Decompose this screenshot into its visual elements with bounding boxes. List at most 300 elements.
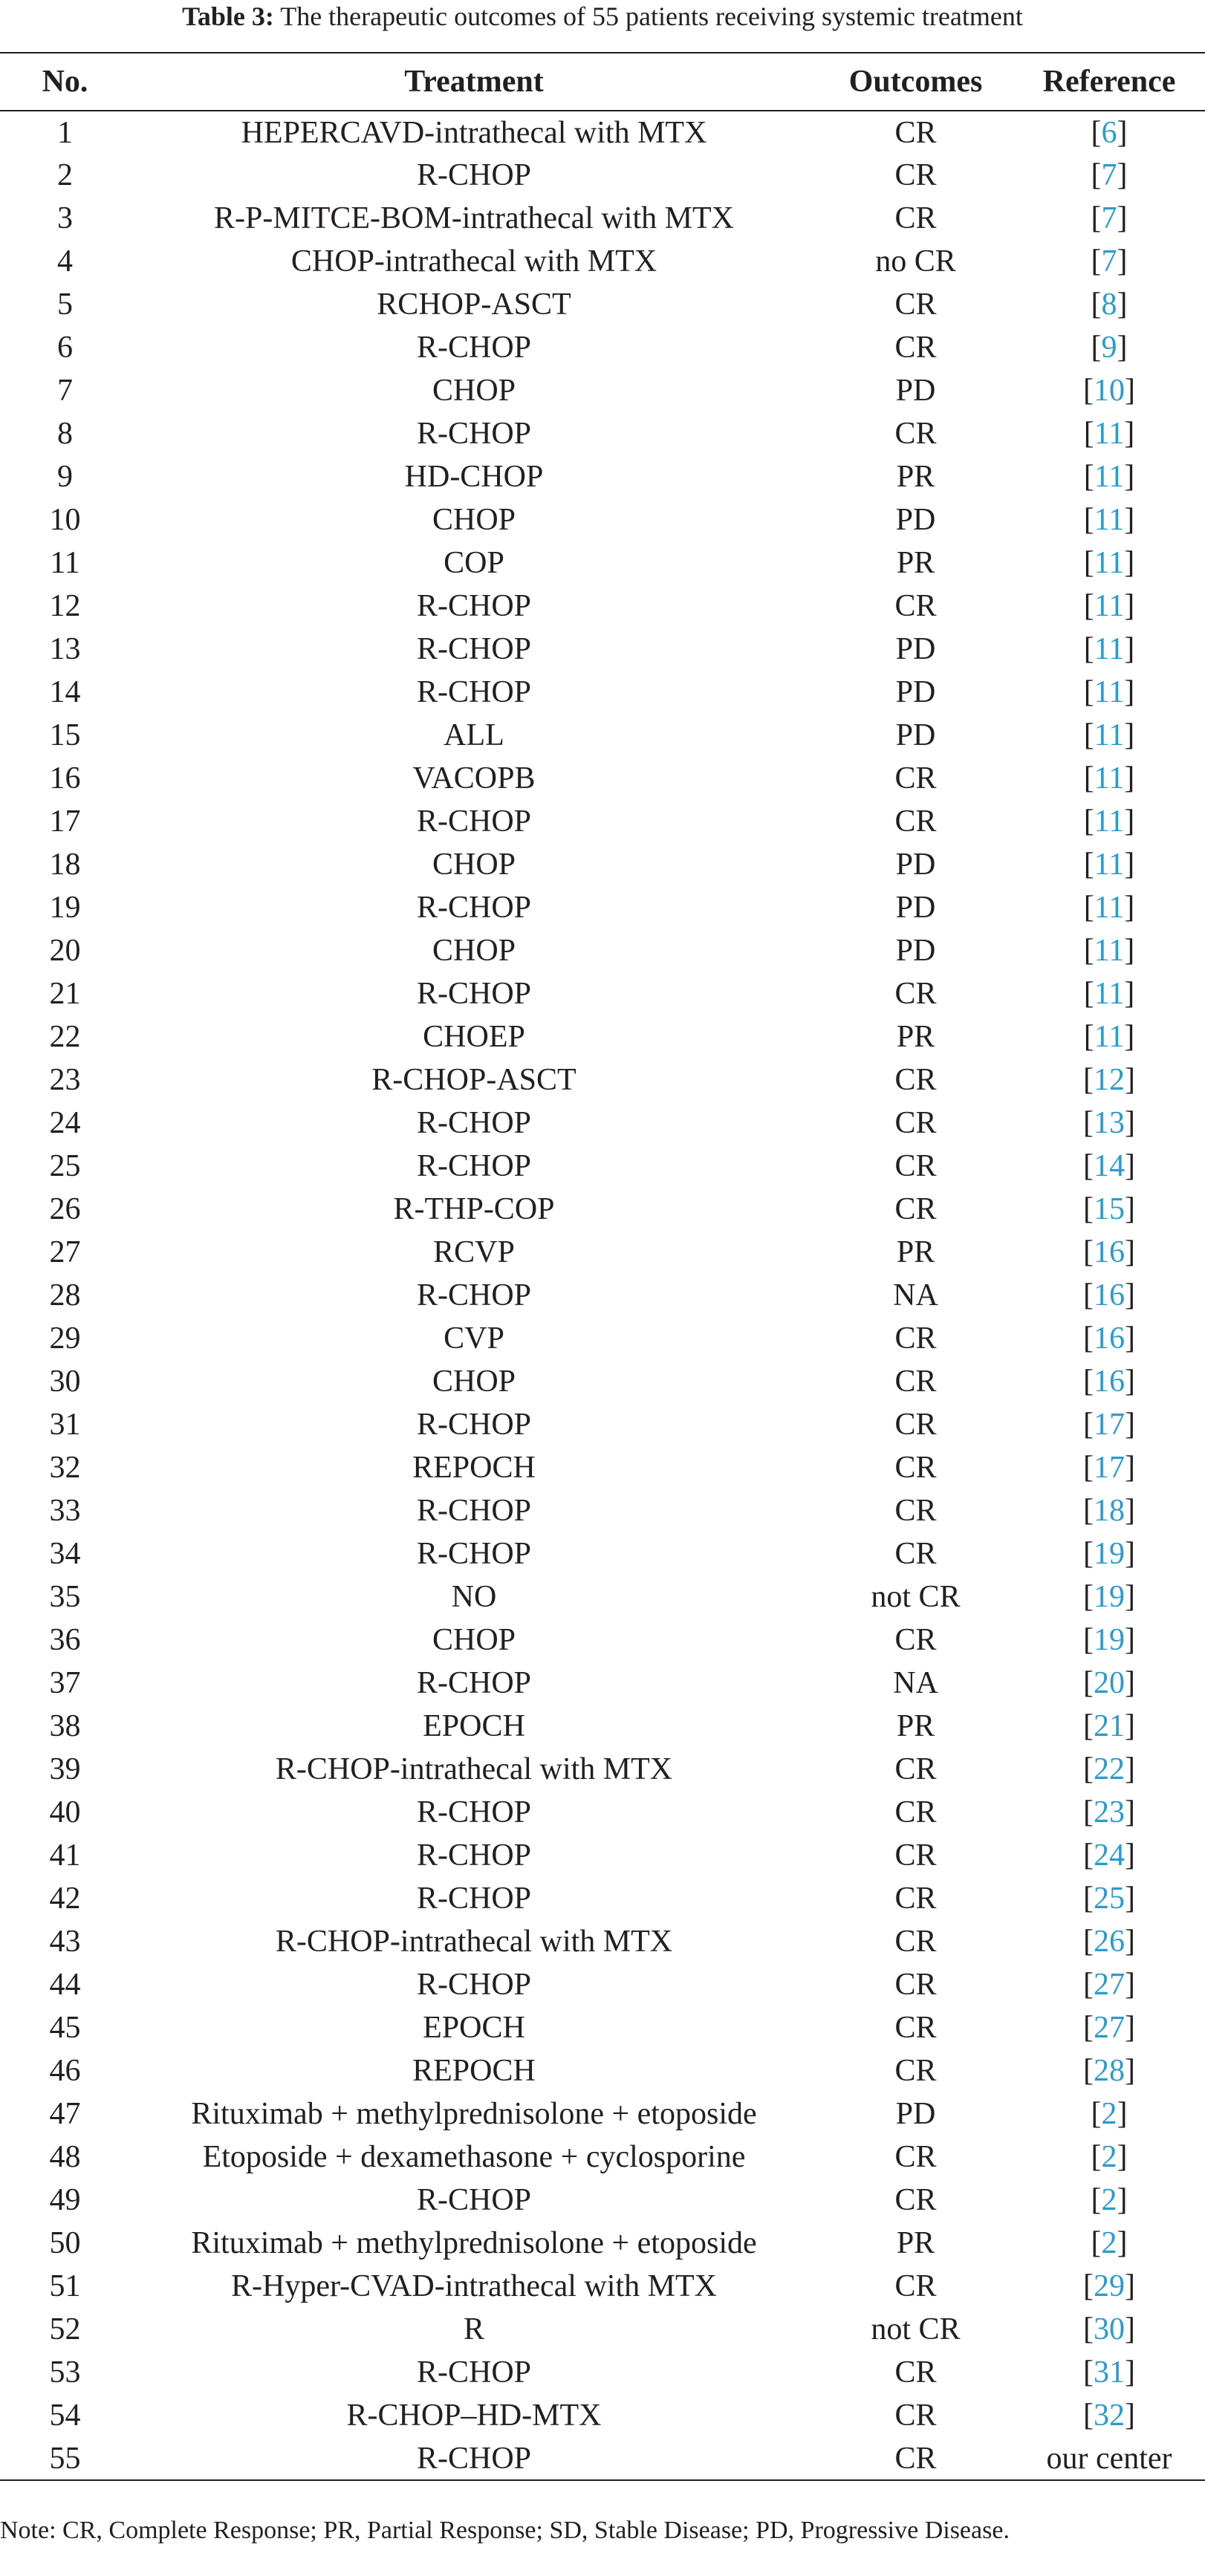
cell-reference bbox=[1013, 1360, 1205, 1403]
cell-outcome: NA bbox=[893, 1666, 938, 1700]
cell-reference bbox=[1013, 2006, 1205, 2049]
cell-reference bbox=[1013, 154, 1205, 197]
cell-no: 51 bbox=[49, 2269, 81, 2303]
reference-link[interactable]: 10 bbox=[1094, 374, 1125, 408]
reference-link[interactable]: 16 bbox=[1094, 1278, 1125, 1313]
reference-link[interactable]: 11 bbox=[1094, 761, 1125, 796]
cell-no: 18 bbox=[49, 848, 81, 882]
cell-treatment: R-CHOP bbox=[416, 331, 532, 365]
table-body bbox=[0, 111, 1205, 2480]
cell-outcome: CR bbox=[894, 1451, 937, 1485]
bracket-open: [ bbox=[1083, 632, 1094, 666]
bracket-open: [ bbox=[1083, 1623, 1094, 1657]
bracket-close: ] bbox=[1117, 287, 1128, 322]
cell-no: 37 bbox=[49, 1666, 81, 1700]
reference-link[interactable]: 32 bbox=[1094, 2398, 1125, 2433]
reference-link[interactable]: 11 bbox=[1094, 417, 1125, 451]
cell-outcome: CR bbox=[894, 158, 937, 192]
cell-treatment: REPOCH bbox=[412, 2054, 536, 2088]
reference-link[interactable]: 31 bbox=[1094, 2355, 1125, 2390]
cell-no: 43 bbox=[49, 1925, 81, 1959]
bracket-open: [ bbox=[1083, 1752, 1094, 1786]
cell-no: 42 bbox=[49, 1881, 81, 1916]
cell-treatment: R-CHOP bbox=[416, 891, 532, 925]
table-row bbox=[0, 1532, 1205, 1575]
reference-link[interactable]: 11 bbox=[1094, 675, 1125, 709]
table-row bbox=[0, 111, 1205, 154]
reference-link[interactable]: 11 bbox=[1094, 546, 1125, 580]
reference-link[interactable]: 2 bbox=[1101, 2140, 1117, 2174]
cell-outcome: CR bbox=[894, 1408, 937, 1442]
bracket-close: ] bbox=[1124, 417, 1135, 451]
cell-outcome: CR bbox=[894, 1537, 937, 1571]
cell-outcome: CR bbox=[894, 1063, 937, 1097]
bracket-close: ] bbox=[1124, 977, 1135, 1011]
reference-link[interactable]: 9 bbox=[1101, 331, 1117, 365]
cell-reference bbox=[1013, 714, 1205, 757]
table-row bbox=[0, 1877, 1205, 1920]
bracket-close: ] bbox=[1125, 1408, 1135, 1442]
cell-treatment: R-CHOP bbox=[416, 589, 532, 623]
reference-link[interactable]: 19 bbox=[1094, 1580, 1125, 1614]
cell-treatment: R-CHOP bbox=[416, 1494, 532, 1528]
table-row bbox=[0, 412, 1205, 455]
cell-no: 1 bbox=[57, 115, 73, 150]
bracket-close: ] bbox=[1124, 632, 1135, 666]
cell-treatment: NO bbox=[451, 1580, 497, 1614]
cell-outcome: PR bbox=[896, 546, 935, 580]
reference-link[interactable]: 27 bbox=[1094, 2011, 1125, 2045]
table-row bbox=[0, 628, 1205, 671]
reference-link[interactable]: 21 bbox=[1094, 1709, 1125, 1743]
cell-outcome: PR bbox=[896, 1709, 935, 1743]
bracket-open: [ bbox=[1083, 761, 1094, 796]
cell-reference bbox=[1013, 1662, 1205, 1705]
cell-reference bbox=[1013, 412, 1205, 455]
reference-link[interactable]: 7 bbox=[1101, 201, 1117, 235]
table-row bbox=[0, 1619, 1205, 1662]
cell-no: 11 bbox=[50, 546, 80, 580]
reference-link[interactable]: 14 bbox=[1094, 1149, 1125, 1183]
cell-reference bbox=[1013, 2049, 1205, 2092]
cell-reference bbox=[1013, 1748, 1205, 1791]
cell-reference bbox=[1013, 1015, 1205, 1058]
cell-reference bbox=[1013, 1575, 1205, 1619]
header-treatment: Treatment bbox=[404, 65, 544, 99]
cell-reference bbox=[1013, 671, 1205, 714]
cell-outcome: CR bbox=[894, 331, 937, 365]
cell-reference bbox=[1013, 2394, 1205, 2437]
bracket-close: ] bbox=[1125, 1795, 1135, 1829]
cell-reference bbox=[1013, 240, 1205, 283]
cell-outcome: CR bbox=[894, 2140, 937, 2174]
table-row bbox=[0, 886, 1205, 929]
bracket-open: [ bbox=[1091, 331, 1102, 365]
cell-no: 38 bbox=[49, 1709, 81, 1743]
reference-link[interactable]: 15 bbox=[1094, 1192, 1125, 1226]
cell-no: 24 bbox=[49, 1106, 81, 1140]
table-row bbox=[0, 2308, 1205, 2351]
cell-no: 44 bbox=[49, 1968, 81, 2002]
table-caption bbox=[0, 0, 1205, 33]
cell-reference bbox=[1013, 197, 1205, 240]
cell-no: 52 bbox=[49, 2312, 81, 2346]
reference-link[interactable]: 20 bbox=[1094, 1666, 1125, 1700]
bracket-open: [ bbox=[1083, 1106, 1094, 1140]
bracket-close: ] bbox=[1124, 934, 1135, 968]
cell-no: 32 bbox=[49, 1451, 81, 1485]
table-header-row bbox=[0, 53, 1205, 111]
bracket-open: [ bbox=[1091, 115, 1102, 150]
reference-link[interactable]: 11 bbox=[1094, 891, 1125, 925]
cell-treatment: CHOP-intrathecal with MTX bbox=[290, 244, 657, 279]
bracket-close: ] bbox=[1125, 1925, 1135, 1959]
outcomes-table bbox=[0, 52, 1205, 2481]
cell-treatment: R-CHOP-intrathecal with MTX bbox=[275, 1925, 673, 1959]
table-row bbox=[0, 1360, 1205, 1403]
cell-reference bbox=[1013, 498, 1205, 541]
reference-link[interactable]: 27 bbox=[1094, 1968, 1125, 2002]
table-row bbox=[0, 2351, 1205, 2394]
cell-outcome: PD bbox=[895, 934, 936, 968]
cell-outcome: CR bbox=[894, 1968, 937, 2002]
cell-outcome: CR bbox=[894, 201, 937, 235]
cell-outcome: PD bbox=[895, 374, 936, 408]
cell-reference bbox=[1013, 1489, 1205, 1532]
bracket-close: ] bbox=[1124, 460, 1135, 494]
reference-link[interactable]: 11 bbox=[1094, 460, 1125, 494]
cell-reference bbox=[1013, 2265, 1205, 2308]
table-row bbox=[0, 800, 1205, 843]
cell-no: 21 bbox=[49, 977, 81, 1011]
bracket-close: ] bbox=[1117, 158, 1128, 192]
table-row bbox=[0, 1231, 1205, 1274]
cell-treatment: R-P-MITCE-BOM-intrathecal with MTX bbox=[214, 201, 734, 235]
bracket-open: [ bbox=[1083, 1408, 1094, 1442]
cell-reference bbox=[1013, 929, 1205, 972]
reference-link[interactable]: 23 bbox=[1094, 1795, 1125, 1829]
cell-treatment: VACOPB bbox=[412, 761, 536, 796]
header-reference: Reference bbox=[1042, 65, 1176, 99]
table-row bbox=[0, 843, 1205, 886]
reference-link[interactable]: 17 bbox=[1094, 1451, 1125, 1485]
reference-link[interactable]: 19 bbox=[1094, 1623, 1125, 1657]
cell-treatment: R-CHOP bbox=[416, 632, 532, 666]
table-row bbox=[0, 1662, 1205, 1705]
reference-link[interactable]: 11 bbox=[1094, 804, 1125, 839]
bracket-close: ] bbox=[1117, 2097, 1128, 2131]
cell-treatment: R-CHOP bbox=[416, 1968, 532, 2002]
table-row bbox=[0, 369, 1205, 412]
bracket-open: [ bbox=[1083, 1149, 1094, 1183]
cell-treatment: R-CHOP bbox=[416, 1881, 532, 1916]
cell-outcome: CR bbox=[894, 2441, 937, 2476]
bracket-open: [ bbox=[1083, 1580, 1094, 1614]
reference-link[interactable]: 8 bbox=[1101, 287, 1117, 322]
cell-reference bbox=[1013, 326, 1205, 369]
bracket-close: ] bbox=[1125, 2269, 1135, 2303]
cell-treatment: Rituximab + methylprednisolone + etoposide bbox=[191, 2097, 757, 2131]
bracket-close: ] bbox=[1125, 2355, 1135, 2390]
bracket-close: ] bbox=[1117, 244, 1128, 279]
reference-link[interactable]: 11 bbox=[1094, 632, 1125, 666]
cell-no: 2 bbox=[57, 158, 73, 192]
cell-reference bbox=[1013, 2222, 1205, 2265]
cell-reference bbox=[1013, 800, 1205, 843]
reference-link[interactable]: 16 bbox=[1094, 1321, 1125, 1356]
table-row bbox=[0, 2092, 1205, 2136]
table-row bbox=[0, 1403, 1205, 1446]
cell-outcome: PR bbox=[896, 460, 935, 494]
bracket-open: [ bbox=[1083, 2312, 1094, 2346]
cell-reference bbox=[1013, 2351, 1205, 2394]
reference-link[interactable]: 29 bbox=[1094, 2269, 1125, 2303]
table-row bbox=[0, 1748, 1205, 1791]
bracket-close: ] bbox=[1117, 115, 1128, 150]
reference-link[interactable]: 18 bbox=[1094, 1494, 1125, 1528]
cell-treatment: R-CHOP bbox=[416, 1537, 532, 1571]
table-row bbox=[0, 1575, 1205, 1619]
cell-no: 48 bbox=[49, 2140, 81, 2174]
bracket-close: ] bbox=[1125, 1321, 1135, 1356]
table-row bbox=[0, 1489, 1205, 1532]
cell-outcome: PD bbox=[895, 848, 936, 882]
cell-outcome: not CR bbox=[871, 1580, 961, 1614]
cell-no: 19 bbox=[49, 891, 81, 925]
cell-no: 39 bbox=[49, 1752, 81, 1786]
table-row bbox=[0, 714, 1205, 757]
bracket-close: ] bbox=[1125, 1623, 1135, 1657]
bracket-close: ] bbox=[1125, 1451, 1135, 1485]
cell-reference bbox=[1013, 972, 1205, 1015]
cell-reference bbox=[1013, 1317, 1205, 1360]
table-note: Note: CR, Complete Response; PR, Partial Response; SD, Stable Disease; PD, Progressive Disease. bbox=[0, 2517, 1010, 2544]
bracket-open: [ bbox=[1083, 374, 1094, 408]
cell-outcome: PD bbox=[895, 675, 936, 709]
reference-link[interactable]: 11 bbox=[1094, 718, 1125, 752]
reference-link[interactable]: 17 bbox=[1094, 1408, 1125, 1442]
cell-outcome: CR bbox=[894, 1365, 937, 1399]
cell-outcome: NA bbox=[893, 1278, 938, 1313]
cell-reference bbox=[1013, 1446, 1205, 1489]
cell-no: 33 bbox=[49, 1494, 81, 1528]
table-row bbox=[0, 455, 1205, 498]
bracket-open: [ bbox=[1083, 848, 1094, 882]
reference-link[interactable]: 2 bbox=[1101, 2183, 1117, 2217]
bracket-open: [ bbox=[1083, 718, 1094, 752]
bracket-open: [ bbox=[1083, 503, 1094, 537]
reference-link[interactable]: 11 bbox=[1094, 977, 1125, 1011]
bracket-open: [ bbox=[1083, 1451, 1094, 1485]
cell-treatment: REPOCH bbox=[412, 1451, 536, 1485]
cell-no: 53 bbox=[49, 2355, 81, 2390]
bracket-open: [ bbox=[1091, 201, 1102, 235]
reference-link[interactable]: 6 bbox=[1101, 115, 1117, 150]
cell-reference bbox=[1013, 2092, 1205, 2136]
cell-treatment: HEPERCAVD-intrathecal with MTX bbox=[241, 115, 707, 150]
cell-treatment: CHOEP bbox=[423, 1020, 525, 1054]
reference-link[interactable]: 24 bbox=[1094, 1838, 1125, 1873]
table-row bbox=[0, 2265, 1205, 2308]
bracket-close: ] bbox=[1125, 2312, 1135, 2346]
cell-treatment: EPOCH bbox=[423, 2011, 525, 2045]
cell-no: 15 bbox=[49, 718, 81, 752]
reference-link[interactable]: 25 bbox=[1094, 1881, 1125, 1916]
bracket-open: [ bbox=[1091, 2140, 1102, 2174]
cell-no: 12 bbox=[49, 589, 81, 623]
cell-reference bbox=[1013, 1920, 1205, 1963]
cell-treatment: CHOP bbox=[432, 1623, 516, 1657]
cell-outcome: CR bbox=[894, 2054, 937, 2088]
bracket-close: ] bbox=[1125, 1192, 1135, 1226]
reference-link[interactable]: 13 bbox=[1094, 1106, 1125, 1140]
cell-treatment: R-CHOP bbox=[416, 1106, 532, 1140]
bracket-close: ] bbox=[1125, 1968, 1135, 2002]
reference-link[interactable]: 7 bbox=[1101, 244, 1117, 279]
bracket-open: [ bbox=[1083, 2269, 1094, 2303]
table-caption-text: The therapeutic outcomes of 55 patients receiving systemic treatment bbox=[280, 1, 1023, 31]
bracket-close: ] bbox=[1125, 1278, 1135, 1313]
reference-link[interactable]: 12 bbox=[1094, 1063, 1125, 1097]
cell-no: 20 bbox=[49, 934, 81, 968]
cell-outcome: CR bbox=[894, 2355, 937, 2390]
cell-no: 47 bbox=[49, 2097, 81, 2131]
bracket-close: ] bbox=[1125, 1494, 1135, 1528]
cell-outcome: PR bbox=[896, 1235, 935, 1269]
bracket-close: ] bbox=[1117, 2183, 1128, 2217]
cell-reference bbox=[1013, 2136, 1205, 2179]
cell-outcome: no CR bbox=[875, 244, 956, 279]
cell-treatment: R-CHOP bbox=[416, 1838, 532, 1873]
cell-treatment: R-CHOP bbox=[416, 1408, 532, 1442]
reference-link[interactable]: 16 bbox=[1094, 1365, 1125, 1399]
bracket-close: ] bbox=[1124, 1020, 1135, 1054]
table-row bbox=[0, 1446, 1205, 1489]
cell-no: 3 bbox=[57, 201, 73, 235]
cell-outcome: CR bbox=[894, 115, 937, 150]
reference-link[interactable]: 7 bbox=[1101, 158, 1117, 192]
cell-no: 34 bbox=[49, 1537, 81, 1571]
table-row bbox=[0, 929, 1205, 972]
cell-no: 23 bbox=[49, 1063, 81, 1097]
cell-reference bbox=[1013, 843, 1205, 886]
cell-outcome: PR bbox=[896, 2226, 935, 2260]
table-caption-label: Table 3: bbox=[182, 1, 274, 31]
bracket-open: [ bbox=[1083, 977, 1094, 1011]
bracket-close: ] bbox=[1125, 1365, 1135, 1399]
cell-no: 9 bbox=[57, 460, 73, 494]
cell-no: 13 bbox=[49, 632, 81, 666]
cell-reference bbox=[1013, 2437, 1205, 2480]
table-row bbox=[0, 2437, 1205, 2480]
cell-treatment: R bbox=[463, 2312, 484, 2346]
cell-no: 17 bbox=[49, 804, 81, 839]
bracket-open: [ bbox=[1083, 804, 1094, 839]
bracket-open: [ bbox=[1083, 934, 1094, 968]
cell-outcome: CR bbox=[894, 761, 937, 796]
cell-treatment: R-CHOP bbox=[416, 417, 532, 451]
cell-no: 14 bbox=[49, 675, 81, 709]
reference-text: our center bbox=[1046, 2441, 1172, 2476]
cell-outcome: CR bbox=[894, 417, 937, 451]
cell-no: 40 bbox=[49, 1795, 81, 1829]
cell-treatment: R-CHOP bbox=[416, 2355, 532, 2390]
reference-link[interactable]: 11 bbox=[1094, 848, 1125, 882]
table-row bbox=[0, 1834, 1205, 1877]
bracket-close: ] bbox=[1125, 1709, 1135, 1743]
bracket-open: [ bbox=[1083, 1192, 1094, 1226]
cell-treatment: R-CHOP bbox=[416, 1666, 532, 1700]
cell-outcome: CR bbox=[894, 1925, 937, 1959]
reference-link[interactable]: 2 bbox=[1101, 2226, 1117, 2260]
bracket-open: [ bbox=[1083, 1321, 1094, 1356]
cell-reference bbox=[1013, 1791, 1205, 1834]
reference-link[interactable]: 30 bbox=[1094, 2312, 1125, 2346]
bracket-close: ] bbox=[1124, 546, 1135, 580]
reference-link[interactable]: 11 bbox=[1094, 934, 1125, 968]
cell-no: 54 bbox=[49, 2398, 81, 2433]
reference-link[interactable]: 22 bbox=[1094, 1752, 1125, 1786]
cell-reference bbox=[1013, 585, 1205, 628]
cell-reference bbox=[1013, 1877, 1205, 1920]
bracket-open: [ bbox=[1083, 2355, 1094, 2390]
cell-outcome: CR bbox=[894, 1838, 937, 1873]
bracket-open: [ bbox=[1083, 1709, 1094, 1743]
bracket-open: [ bbox=[1083, 1494, 1094, 1528]
reference-link[interactable]: 2 bbox=[1101, 2097, 1117, 2131]
bracket-open: [ bbox=[1083, 2398, 1094, 2433]
reference-link[interactable]: 19 bbox=[1094, 1537, 1125, 1571]
cell-outcome: CR bbox=[894, 804, 937, 839]
bracket-close: ] bbox=[1125, 1881, 1135, 1916]
bracket-close: ] bbox=[1125, 2054, 1135, 2088]
bracket-close: ] bbox=[1124, 589, 1135, 623]
cell-outcome: CR bbox=[894, 1192, 937, 1226]
table-row bbox=[0, 541, 1205, 585]
cell-no: 4 bbox=[57, 244, 73, 279]
cell-outcome: PR bbox=[896, 1020, 935, 1054]
cell-reference bbox=[1013, 541, 1205, 585]
reference-link[interactable]: 28 bbox=[1094, 2054, 1125, 2088]
cell-treatment: Etoposide + dexamethasone + cyclosporine bbox=[202, 2140, 746, 2174]
reference-link[interactable]: 16 bbox=[1094, 1235, 1125, 1269]
cell-treatment: R-CHOP bbox=[416, 2183, 532, 2217]
cell-outcome: PD bbox=[895, 632, 936, 666]
bracket-open: [ bbox=[1083, 1666, 1094, 1700]
cell-treatment: ALL bbox=[444, 718, 504, 752]
cell-no: 8 bbox=[57, 417, 73, 451]
cell-outcome: PD bbox=[895, 503, 936, 537]
bracket-open: [ bbox=[1091, 287, 1102, 322]
bracket-close: ] bbox=[1125, 1149, 1135, 1183]
cell-outcome: CR bbox=[894, 1494, 937, 1528]
cell-reference bbox=[1013, 1145, 1205, 1188]
cell-outcome: CR bbox=[894, 1321, 937, 1356]
table-row bbox=[0, 2049, 1205, 2092]
bracket-close: ] bbox=[1124, 761, 1135, 796]
reference-link[interactable]: 11 bbox=[1094, 503, 1125, 537]
bracket-open: [ bbox=[1083, 1537, 1094, 1571]
cell-no: 36 bbox=[49, 1623, 81, 1657]
table-row bbox=[0, 2179, 1205, 2222]
cell-outcome: CR bbox=[894, 2398, 937, 2433]
reference-link[interactable]: 11 bbox=[1094, 1020, 1125, 1054]
cell-reference bbox=[1013, 455, 1205, 498]
cell-no: 49 bbox=[49, 2183, 81, 2217]
reference-link[interactable]: 26 bbox=[1094, 1925, 1125, 1959]
bracket-open: [ bbox=[1083, 589, 1094, 623]
reference-link[interactable]: 11 bbox=[1094, 589, 1125, 623]
